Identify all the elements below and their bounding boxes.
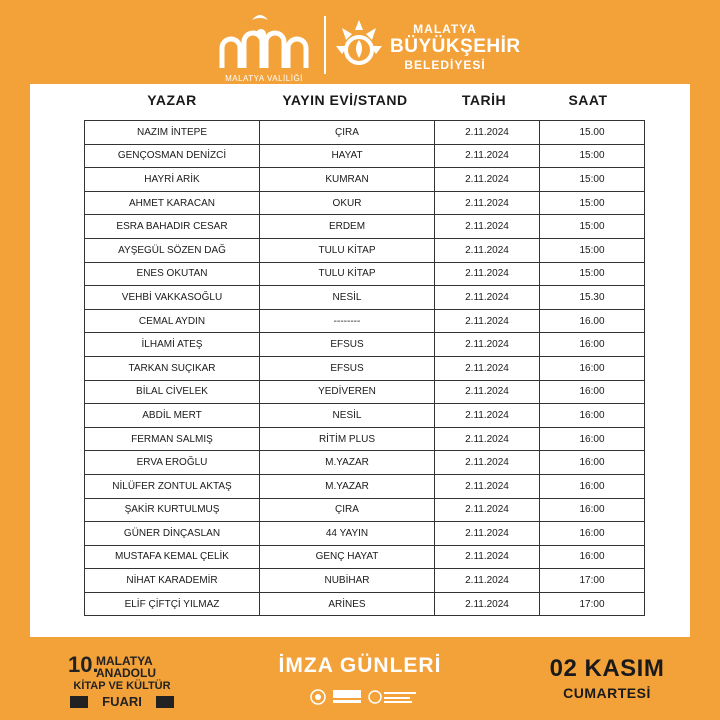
- date-cell: 2.11.2024: [435, 333, 540, 357]
- date-main: 02 KASIM: [549, 655, 665, 682]
- table-row: [85, 427, 645, 451]
- fair-number: 10.: [68, 652, 99, 677]
- time-cell: 15:00: [540, 191, 645, 215]
- bld-line3: BELEDİYESİ: [404, 58, 486, 72]
- publisher-cell: GENÇ HAYAT: [260, 545, 435, 569]
- time-cell: 16:00: [540, 404, 645, 428]
- table-row: [85, 380, 645, 404]
- publisher-cell: ÇIRA: [260, 121, 435, 145]
- fair-line1: MALATYA: [96, 654, 153, 668]
- time-cell: 16:00: [540, 356, 645, 380]
- time-cell: 16:00: [540, 498, 645, 522]
- bld-line1: MALATYA: [413, 22, 477, 36]
- table-row: [85, 121, 645, 145]
- time-cell: 16:00: [540, 474, 645, 498]
- event-title: İMZA GÜNLERİ: [278, 654, 442, 677]
- author-cell: VEHBİ VAKKASOĞLU: [85, 286, 260, 310]
- author-cell: NAZIM İNTEPE: [85, 121, 260, 145]
- table-row: [85, 569, 645, 593]
- author-cell: ENES OKUTAN: [85, 262, 260, 286]
- author-cell: BİLAL CİVELEK: [85, 380, 260, 404]
- arches-icon: [214, 10, 314, 72]
- date-cell: 2.11.2024: [435, 262, 540, 286]
- kultur-as-logo-icon: [368, 688, 418, 706]
- header: [0, 0, 720, 84]
- table-row: [85, 545, 645, 569]
- author-cell: CEMAL AYDIN: [85, 309, 260, 333]
- date-cell: 2.11.2024: [435, 168, 540, 192]
- time-cell: 15:00: [540, 238, 645, 262]
- sponsor-logos: [310, 688, 420, 708]
- publisher-cell: EFSUS: [260, 356, 435, 380]
- author-cell: MUSTAFA KEMAL ÇELİK: [85, 545, 260, 569]
- publisher-cell: M.YAZAR: [260, 474, 435, 498]
- table-row: [85, 522, 645, 546]
- malatya-valiligi-logo: [214, 10, 314, 83]
- publisher-cell: RİTİM PLUS: [260, 427, 435, 451]
- time-cell: 16:00: [540, 545, 645, 569]
- vali-caption: MALATYA VALİLİĞİ: [225, 74, 303, 83]
- table-row: [85, 333, 645, 357]
- date-cell: 2.11.2024: [435, 545, 540, 569]
- date-cell: 2.11.2024: [435, 238, 540, 262]
- table-row: [85, 451, 645, 475]
- time-cell: 15.30: [540, 286, 645, 310]
- publisher-cell: --------: [260, 309, 435, 333]
- time-cell: 16.00: [540, 309, 645, 333]
- publisher-cell: OKUR: [260, 191, 435, 215]
- author-cell: NİHAT KARADEMİR: [85, 569, 260, 593]
- time-cell: 16:00: [540, 427, 645, 451]
- header-tarih: TARİH: [461, 92, 507, 108]
- author-cell: AHMET KARACAN: [85, 191, 260, 215]
- table-row: [85, 168, 645, 192]
- time-cell: 16:00: [540, 380, 645, 404]
- publisher-cell: HAYAT: [260, 144, 435, 168]
- time-cell: 16:00: [540, 522, 645, 546]
- time-cell: 17:00: [540, 592, 645, 616]
- event-date: [532, 655, 682, 701]
- publisher-cell: EFSUS: [260, 333, 435, 357]
- publisher-cell: 44 YAYIN: [260, 522, 435, 546]
- publisher-cell: NESİL: [260, 286, 435, 310]
- date-cell: 2.11.2024: [435, 474, 540, 498]
- author-cell: ŞAKİR KURTULMUŞ: [85, 498, 260, 522]
- author-cell: GENÇOSMAN DENİZCİ: [85, 144, 260, 168]
- author-cell: ERVA EROĞLU: [85, 451, 260, 475]
- date-cell: 2.11.2024: [435, 191, 540, 215]
- time-cell: 17:00: [540, 569, 645, 593]
- table-row: [85, 309, 645, 333]
- publisher-cell: NESİL: [260, 404, 435, 428]
- time-cell: 16:00: [540, 451, 645, 475]
- date-cell: 2.11.2024: [435, 498, 540, 522]
- header-yazar: YAZAR: [147, 92, 197, 108]
- date-cell: 2.11.2024: [435, 427, 540, 451]
- date-cell: 2.11.2024: [435, 286, 540, 310]
- date-cell: 2.11.2024: [435, 356, 540, 380]
- fair-line4: FUARI: [102, 694, 142, 709]
- table-row: [85, 356, 645, 380]
- author-cell: FERMAN SALMIŞ: [85, 427, 260, 451]
- date-cell: 2.11.2024: [435, 451, 540, 475]
- kosger-logo-icon: [332, 688, 362, 706]
- fair-line2: ANADOLU: [96, 666, 156, 680]
- date-cell: 2.11.2024: [435, 522, 540, 546]
- author-cell: ELİF ÇİFTÇİ YILMAZ: [85, 592, 260, 616]
- author-cell: AYŞEGÜL SÖZEN DAĞ: [85, 238, 260, 262]
- date-cell: 2.11.2024: [435, 309, 540, 333]
- time-cell: 15:00: [540, 168, 645, 192]
- publisher-cell: ARİNES: [260, 592, 435, 616]
- publisher-cell: YEDİVEREN: [260, 380, 435, 404]
- buyuksehir-text: [390, 22, 521, 72]
- table-row: [85, 144, 645, 168]
- schedule-panel: [30, 84, 690, 637]
- author-cell: ESRA BAHADIR CESAR: [85, 215, 260, 239]
- book-stripe-icon: [156, 696, 174, 708]
- publisher-cell: ERDEM: [260, 215, 435, 239]
- publisher-cell: TULU KİTAP: [260, 238, 435, 262]
- date-cell: 2.11.2024: [435, 569, 540, 593]
- table-row: [85, 286, 645, 310]
- publisher-cell: ÇIRA: [260, 498, 435, 522]
- table-row: [85, 191, 645, 215]
- time-cell: 15:00: [540, 262, 645, 286]
- time-cell: 15:00: [540, 144, 645, 168]
- table-row: [85, 238, 645, 262]
- publisher-cell: TULU KİTAP: [260, 262, 435, 286]
- column-headers: [30, 92, 690, 112]
- table-row: [85, 404, 645, 428]
- author-cell: NİLÜFER ZONTUL AKTAŞ: [85, 474, 260, 498]
- author-cell: ABDİL MERT: [85, 404, 260, 428]
- date-cell: 2.11.2024: [435, 215, 540, 239]
- fair-line3: KİTAP VE KÜLTÜR: [73, 680, 171, 692]
- header-saat: SAAT: [568, 92, 608, 108]
- buyuksehir-emblem: [334, 18, 384, 74]
- date-day: CUMARTESİ: [563, 685, 651, 701]
- publisher-cell: KUMRAN: [260, 168, 435, 192]
- author-cell: TARKAN SUÇIKAR: [85, 356, 260, 380]
- date-cell: 2.11.2024: [435, 404, 540, 428]
- table-row: [85, 262, 645, 286]
- table-row: [85, 215, 645, 239]
- date-cell: 2.11.2024: [435, 144, 540, 168]
- header-divider: [324, 16, 326, 74]
- publisher-cell: M.YAZAR: [260, 451, 435, 475]
- author-cell: HAYRİ ARİK: [85, 168, 260, 192]
- time-cell: 16:00: [540, 333, 645, 357]
- seal-icon: [310, 688, 326, 706]
- date-cell: 2.11.2024: [435, 121, 540, 145]
- kitap-fuari-logo: [62, 652, 182, 714]
- author-cell: İLHAMİ ATEŞ: [85, 333, 260, 357]
- signing-schedule-table: [84, 120, 645, 616]
- time-cell: 15.00: [540, 121, 645, 145]
- date-cell: 2.11.2024: [435, 592, 540, 616]
- author-cell: GÜNER DİNÇASLAN: [85, 522, 260, 546]
- table-row: [85, 592, 645, 616]
- time-cell: 15:00: [540, 215, 645, 239]
- table-row: [85, 474, 645, 498]
- table-row: [85, 498, 645, 522]
- header-yayin-evi: YAYIN EVİ/STAND: [282, 92, 408, 108]
- apricot-emblem-icon: [334, 18, 384, 74]
- date-cell: 2.11.2024: [435, 380, 540, 404]
- bld-line2: BÜYÜKŞEHİR: [390, 36, 521, 57]
- publisher-cell: NUBİHAR: [260, 569, 435, 593]
